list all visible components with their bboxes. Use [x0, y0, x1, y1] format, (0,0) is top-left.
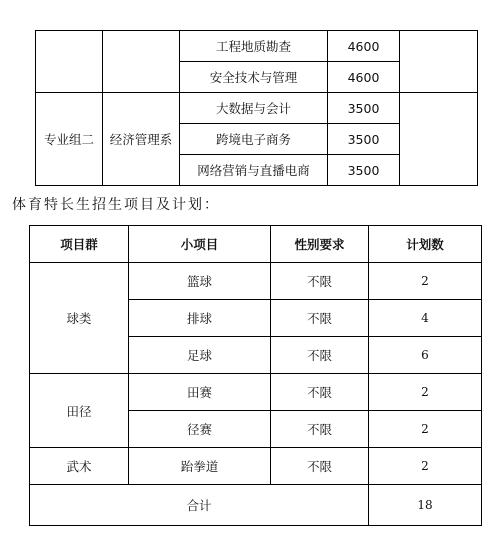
table-row — [30, 374, 482, 411]
count-cell: 3500 — [328, 155, 400, 186]
section-title: 体育特长生招生项目及计划： — [12, 197, 220, 213]
group-cell — [36, 31, 103, 93]
header-cell: 计划数 — [369, 226, 482, 263]
sports-recruitment-table — [29, 225, 482, 526]
gender-cell: 不限 — [271, 337, 369, 374]
header-row — [30, 226, 482, 263]
header-cell: 项目群 — [30, 226, 129, 263]
majors-table — [35, 30, 478, 186]
major-cell: 工程地质勘查 — [180, 31, 328, 62]
group-cell: 田径 — [30, 374, 129, 448]
header-cell: 性别要求 — [271, 226, 369, 263]
count-cell: 3500 — [328, 93, 400, 124]
group-cell: 专业组二 — [36, 93, 103, 186]
total-label: 合计 — [30, 485, 369, 526]
item-cell: 足球 — [129, 337, 271, 374]
department-cell: 经济管理系 — [103, 93, 180, 186]
count-cell: 4600 — [328, 31, 400, 62]
plan-cell: 2 — [369, 263, 482, 300]
plan-cell: 6 — [369, 337, 482, 374]
empty-cell — [400, 31, 478, 93]
department-cell — [103, 31, 180, 93]
major-cell: 安全技术与管理 — [180, 62, 328, 93]
major-cell: 跨境电子商务 — [180, 124, 328, 155]
empty-cell — [400, 93, 478, 186]
plan-cell: 2 — [369, 448, 482, 485]
table-row — [36, 31, 478, 62]
gender-cell: 不限 — [271, 263, 369, 300]
count-cell: 4600 — [328, 62, 400, 93]
group-cell: 武术 — [30, 448, 129, 485]
table-row — [30, 263, 482, 300]
major-cell: 大数据与会计 — [180, 93, 328, 124]
plan-cell: 2 — [369, 411, 482, 448]
total-row — [30, 485, 482, 526]
group-cell: 球类 — [30, 263, 129, 374]
item-cell: 径赛 — [129, 411, 271, 448]
item-cell: 田赛 — [129, 374, 271, 411]
total-value: 18 — [369, 485, 482, 526]
gender-cell: 不限 — [271, 374, 369, 411]
gender-cell: 不限 — [271, 448, 369, 485]
item-cell: 篮球 — [129, 263, 271, 300]
table-row — [36, 93, 478, 124]
count-cell: 3500 — [328, 124, 400, 155]
item-cell: 排球 — [129, 300, 271, 337]
major-cell: 网络营销与直播电商 — [180, 155, 328, 186]
table-row — [30, 448, 482, 485]
item-cell: 跆拳道 — [129, 448, 271, 485]
plan-cell: 2 — [369, 374, 482, 411]
gender-cell: 不限 — [271, 411, 369, 448]
header-cell: 小项目 — [129, 226, 271, 263]
plan-cell: 4 — [369, 300, 482, 337]
gender-cell: 不限 — [271, 300, 369, 337]
